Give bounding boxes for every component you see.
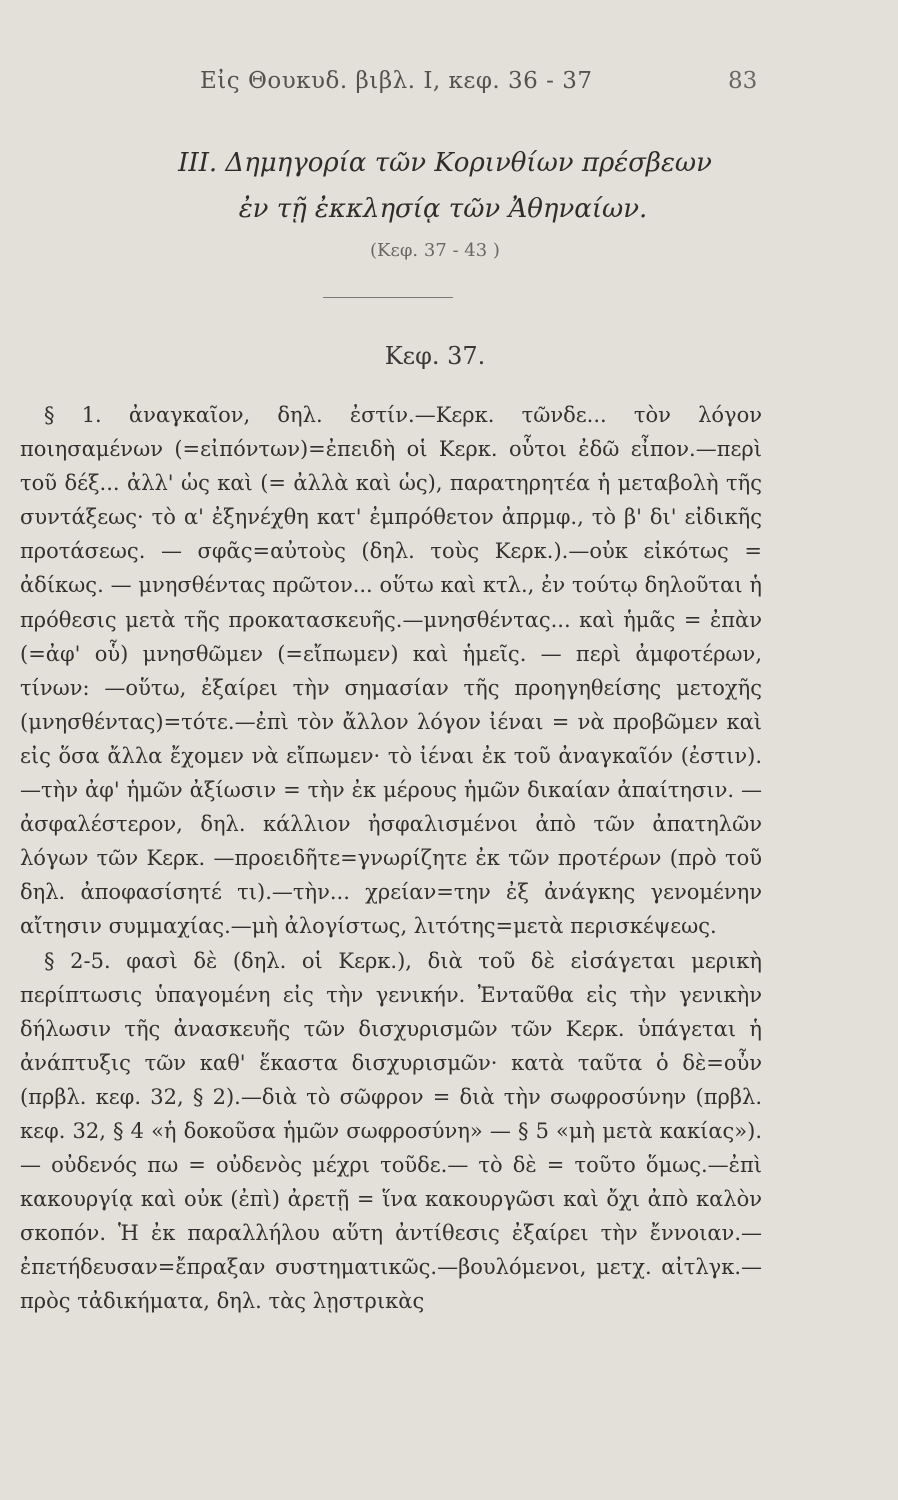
- paragraph-section-1: § 1. ἀναγκαῖον, δηλ. ἐστίν.—Κερκ. τῶνδε... τὸν λόγον ποιησαμένων (=εἰπόντων)=ἐπειδὴ οἱ Κερκ. οὗτοι ἐδῶ εἶπον.—περὶ τοῦ δέξ... ἀλλ' ὡς καὶ (= ἀλλὰ καὶ ὡς), παρατηρητέα ἡ μεταβολὴ τῆς συντάξεως· τὸ α' ἐξηνέχθη κατ' ἐμπρόθετον ἀπρμφ., τὸ β' δι' εἰδικῆς προτάσεως. — σφᾶς=αὐτοὺς (δηλ. τοὺς Κερκ.).—οὐκ εἰκότως = ἀδίκως. — μνησθέντας πρῶτον... οὕτω καὶ κτλ., ἐν τούτῳ δηλοῦται ἡ πρόθεσις μετὰ τῆς προκατασκευῆς.—μνησθέντας... καὶ ἡμᾶς = ἐπὰν (=ἀφ' οὗ) μνησθῶμεν (=εἴπωμεν) καὶ ἡμεῖς. — περὶ ἀμφοτέρων, τίνων: —οὕτω, ἐξαίρει τὴν σημασίαν τῆς προηγηθείσης μετοχῆς (μνησθέντας)=τότε.—ἐπὶ τὸν ἄλλον λόγον ἰέναι = νὰ προβῶμεν καὶ εἰς ὅσα ἄλλα ἔχομεν νὰ εἴπωμεν· τὸ ἰέναι ἐκ τοῦ ἀναγκαῖόν (ἐστιν).—τὴν ἀφ' ἡμῶν ἀξίωσιν = τὴν ἐκ μέρους ἡμῶν δικαίαν ἀπαίτησιν. — ἀσφαλέστερον, δηλ. κάλλιον ἠσφαλισμένοι ἀπὸ τῶν ἀπατηλῶν λόγων τῶν Κερκ. —προειδῆτε=γνωρίζητε ἐκ τῶν προτέρων (πρὸ τοῦ δηλ. ἀποφασίσητέ τι).—τὴν... χρείαν=την ἐξ ἀνάγκης γενομένην αἴτησιν συμμαχίας.—μὴ ἀλογίστως, λιτότης=μετὰ περισκέψεως.: [20, 403, 762, 939]
- page-number: 83: [728, 68, 758, 94]
- section-title-line-1: III. Δημηγορία τῶν Κορινθίων πρέσβεων: [178, 148, 712, 178]
- paragraph-section-2-5: § 2-5. φασὶ δὲ (δηλ. οἱ Κερκ.), διὰ τοῦ δὲ εἰσάγεται μερικὴ περίπτωσις ὑπαγομένη εἰς τὴν γενικήν. Ἐνταῦθα εἰς τὴν γενικὴν δήλωσιν τῆς ἀνασκευῆς τῶν δισχυρισμῶν τῶν Κερκ. ὑπάγεται ἡ ἀνάπτυξις τῶν καθ' ἕκαστα δισχυρισμῶν· κατὰ ταῦτα ὁ δὲ=οὖν (πρβλ. κεφ. 32, § 2).—διὰ τὸ σῶφρον = διὰ τὴν σωφροσύνην (πρβλ. κεφ. 32, § 4 «ἡ δοκοῦσα ἡμῶν σωφροσύνη» — § 5 «μὴ μετὰ κακίας»). — οὐδενός πω = οὐδενὸς μέχρι τοῦδε.— τὸ δὲ = τοῦτο ὅμως.—ἐπὶ κακουργίᾳ καὶ οὐκ (ἐπὶ) ἀρετῇ = ἵνα κακουργῶσι καὶ ὄχι ἀπὸ καλὸν σκοπόν. Ἡ ἐκ παραλλήλου αὕτη ἀντίθεσις ἐξαίρει τὴν ἔννοιαν.—ἐπετήδευσαν=ἔπραξαν συστηματικῶς.—βουλόμενοι, μετχ. αἰτλγκ.—πρὸς τἀδικήματα, δηλ. τὰς λῃστρικὰς: [20, 948, 762, 1314]
- chapter-heading-text: Κεφ. 37.: [384, 342, 486, 370]
- commentary-text: [20, 398, 762, 1319]
- running-head-title: Εἰς Θουκυδ. βιβλ. I, κεφ. 36 - 37: [200, 68, 593, 94]
- section-title: [0, 140, 898, 232]
- section-divider: [323, 297, 453, 298]
- chapter-heading: [0, 342, 898, 370]
- section-title-line-2: ἐν τῇ ἐκκλησίᾳ τῶν Ἀθηναίων.: [238, 194, 648, 224]
- section-chapter-range: (Κεφ. 37 - 43 ): [370, 240, 500, 261]
- running-head: [0, 62, 898, 102]
- section-heading: [0, 140, 898, 261]
